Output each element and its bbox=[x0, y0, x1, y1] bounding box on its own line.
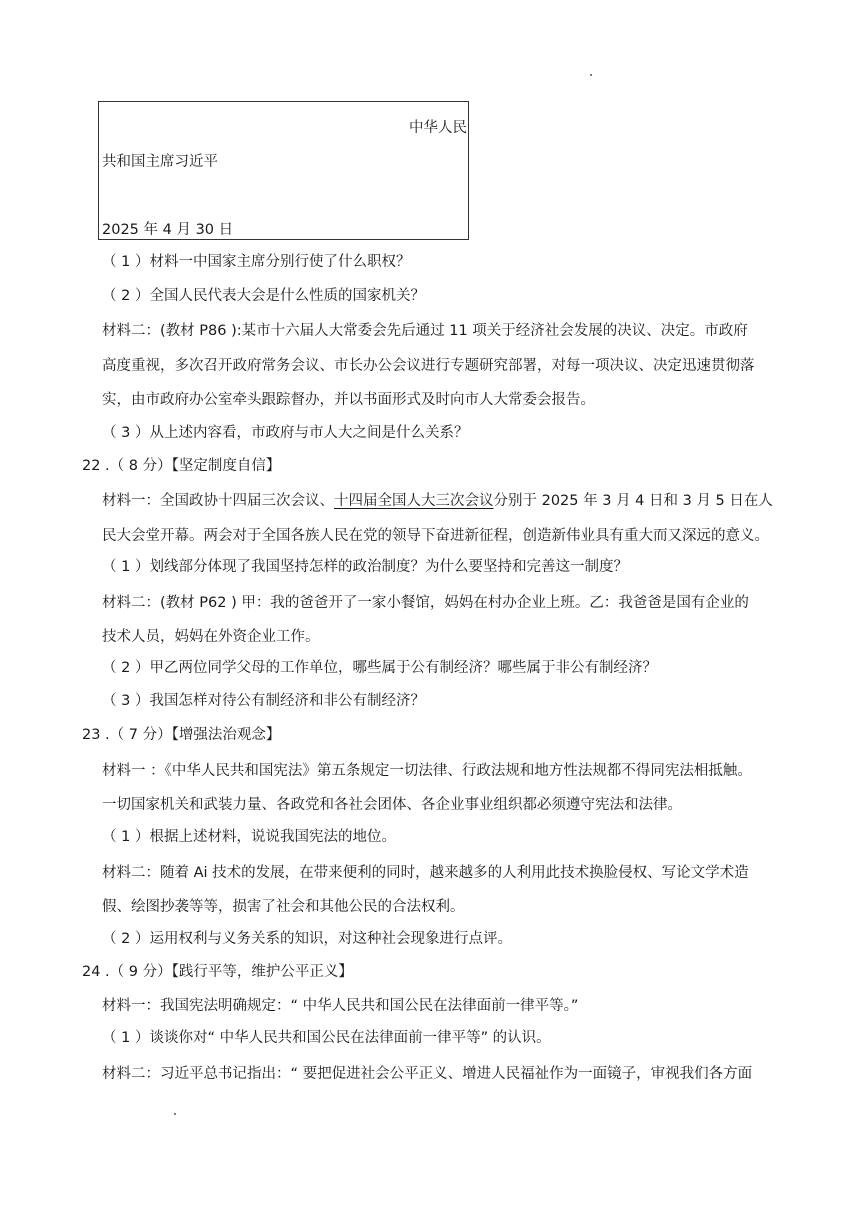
q22-underlined-text: 十四届全国人大三次会议 bbox=[334, 493, 494, 509]
q22-material1-line1 bbox=[102, 491, 773, 511]
q22-material1-text-a: 材料一：全国政协十四届三次会议、 bbox=[102, 493, 334, 509]
letter-box bbox=[98, 101, 469, 240]
q24-material1-line1: 材料一：我国宪法明确规定：“ 中华人民共和国公民在法律面前一律平等。” bbox=[102, 998, 579, 1014]
q23-material2-line1: 材料二：随着 Ai 技术的发展，在带来便利的同时，越来越多的人利用此技术换脸侵权、写论文学术造 bbox=[102, 865, 749, 881]
q21-material2-line2: 高度重视，多次召开政府常务会议、市长办公会议进行专题研究部署，对每一项决议、决定迅速贯彻落 bbox=[102, 358, 755, 374]
page-dot-top bbox=[590, 74, 592, 76]
q22-material2-line1: 材料二：(教材 P62 ) 甲：我的爸爸开了一家小餐馆，妈妈在村办企业上班。乙：我爸爸是国有企业的 bbox=[102, 595, 749, 611]
box-date: 2025 年 4 月 30 日 bbox=[102, 222, 234, 238]
q22-sub1: （ 1 ）划线部分体现了我国坚持怎样的政治制度？为什么要坚持和完善这一制度？ bbox=[102, 559, 628, 575]
q23-material1-line1: 材料一 ：《中华人民共和国宪法》第五条规定一切法律、行政法规和地方性法规都不得同宪法相抵触。 bbox=[102, 763, 752, 779]
q21-material2-line1: 材料二：(教材 P86 ):某市十六届人大常委会先后通过 11 项关于经济社会发展的决议、决定。市政府 bbox=[102, 323, 748, 339]
q22-heading: 22 .（ 8 分）【坚定制度自信】 bbox=[82, 458, 281, 474]
q23-sub2: （ 2 ）运用权利与义务关系的知识，对这种社会现象进行点评。 bbox=[102, 931, 512, 947]
q21-sub1: （ 1 ）材料一中国家主席分别行使了什么职权？ bbox=[102, 254, 411, 270]
q24-heading: 24 .（ 9 分）【践行平等，维护公平正义】 bbox=[82, 964, 353, 980]
q23-material1-line2: 一切国家机关和武装力量、各政党和各社会团体、各企业事业组织都必须遵守宪法和法律。 bbox=[102, 797, 682, 813]
q22-sub2: （ 2 ）甲乙两位同学父母的工作单位，哪些属于公有制经济？哪些属于非公有制经济？ bbox=[102, 660, 657, 676]
q23-sub1: （ 1 ）根据上述材料，说说我国宪法的地位。 bbox=[102, 829, 396, 845]
q23-heading: 23 .（ 7 分）【增强法治观念】 bbox=[82, 727, 281, 743]
page-dot-bottom bbox=[174, 1113, 176, 1115]
q21-sub3: （ 3 ）从上述内容看，市政府与市人大之间是什么关系？ bbox=[102, 425, 469, 441]
box-text-line-2: 共和国主席习近平 bbox=[102, 154, 218, 170]
q22-material1-line2: 民大会堂开幕。两会对于全国各族人民在党的领导下奋进新征程，创造新伟业具有重大而又深远的意义。 bbox=[102, 528, 769, 544]
q21-sub2: （ 2 ）全国人民代表大会是什么性质的国家机关？ bbox=[102, 288, 425, 304]
q22-material2-line2: 技术人员，妈妈在外资企业工作。 bbox=[102, 629, 320, 645]
q21-material2-line3: 实，由市政府办公室牵头跟踪督办，并以书面形式及时向市人大常委会报告。 bbox=[102, 392, 595, 408]
q22-material1-text-b: 分别于 2025 年 3 月 4 日和 3 月 5 日在人 bbox=[493, 493, 773, 509]
box-text-line-1: 中华人民 bbox=[409, 120, 467, 136]
q24-sub1: （ 1 ）谈谈你对“ 中华人民共和国公民在法律面前一律平等” 的认识。 bbox=[102, 1030, 551, 1046]
q23-material2-line2: 假、绘图抄袭等等，损害了社会和其他公民的合法权利。 bbox=[102, 899, 465, 915]
q22-sub3: （ 3 ）我国怎样对待公有制经济和非公有制经济？ bbox=[102, 693, 425, 709]
q24-material2-line1: 材料二：习近平总书记指出：“ 要把促进社会公平正义、增进人民福祉作为一面镜子，审视我们各方面 bbox=[102, 1066, 753, 1082]
